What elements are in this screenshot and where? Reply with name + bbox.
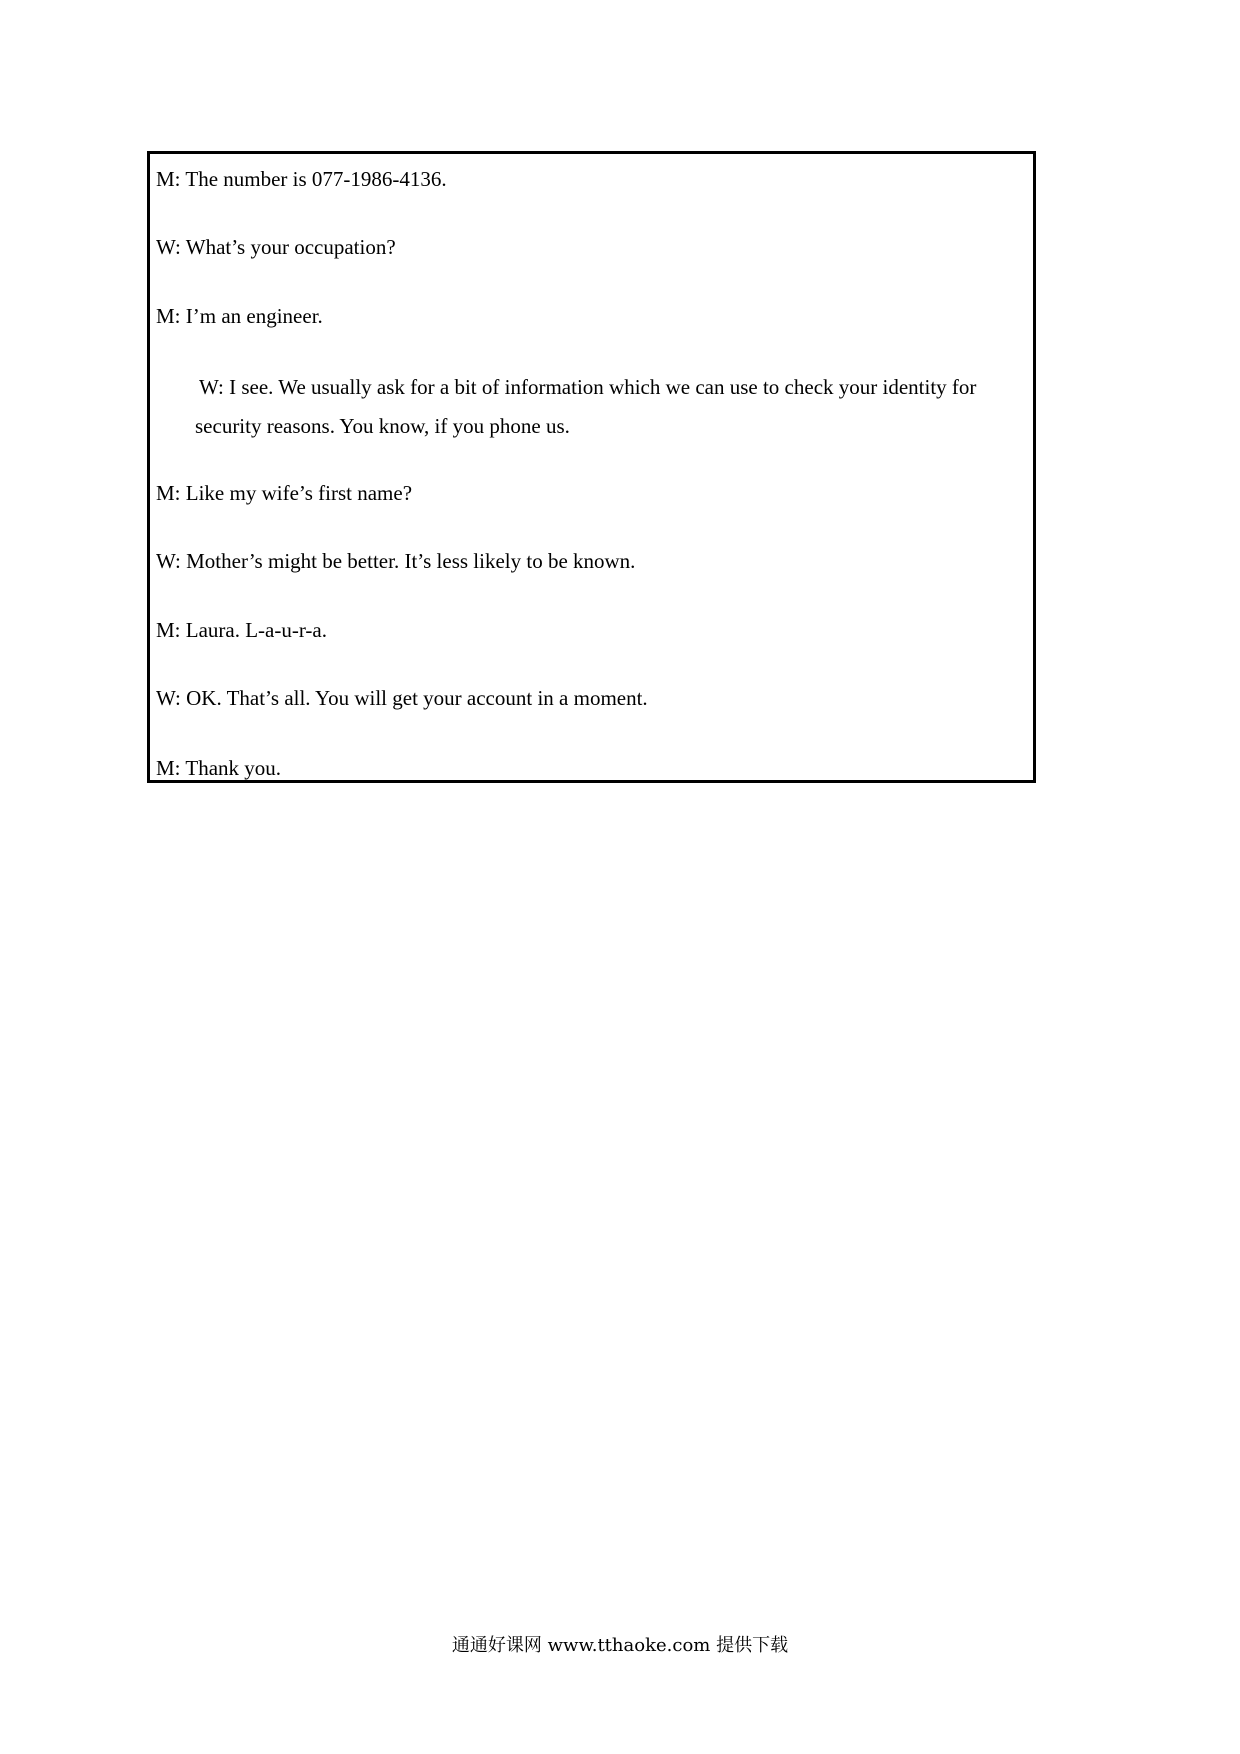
dialogue-transcript-box [147, 151, 1036, 783]
dialogue-line [195, 368, 1025, 446]
dialogue-line: M: The number is 077-1986-4136. [156, 167, 447, 191]
dialogue-line: M: I’m an engineer. [156, 304, 323, 328]
dialogue-line: M: Laura. L-a-u-r-a. [156, 618, 327, 642]
page-footer: 通通好课网 www.tthaoke.com 提供下载 [451, 1635, 789, 1656]
dialogue-line-text: W: I see. We usually ask for a bit of information which we can use to check your identity for security reasons. You know, if you phone us. [195, 375, 977, 438]
dialogue-line: W: Mother’s might be better. It’s less likely to be known. [156, 549, 636, 573]
dialogue-line: M: Thank you. [156, 756, 282, 780]
dialogue-line: W: OK. That’s all. You will get your account in a moment. [156, 686, 648, 710]
dialogue-line: M: Like my wife’s first name? [156, 481, 413, 505]
dialogue-line: W: What’s your occupation? [156, 235, 396, 259]
